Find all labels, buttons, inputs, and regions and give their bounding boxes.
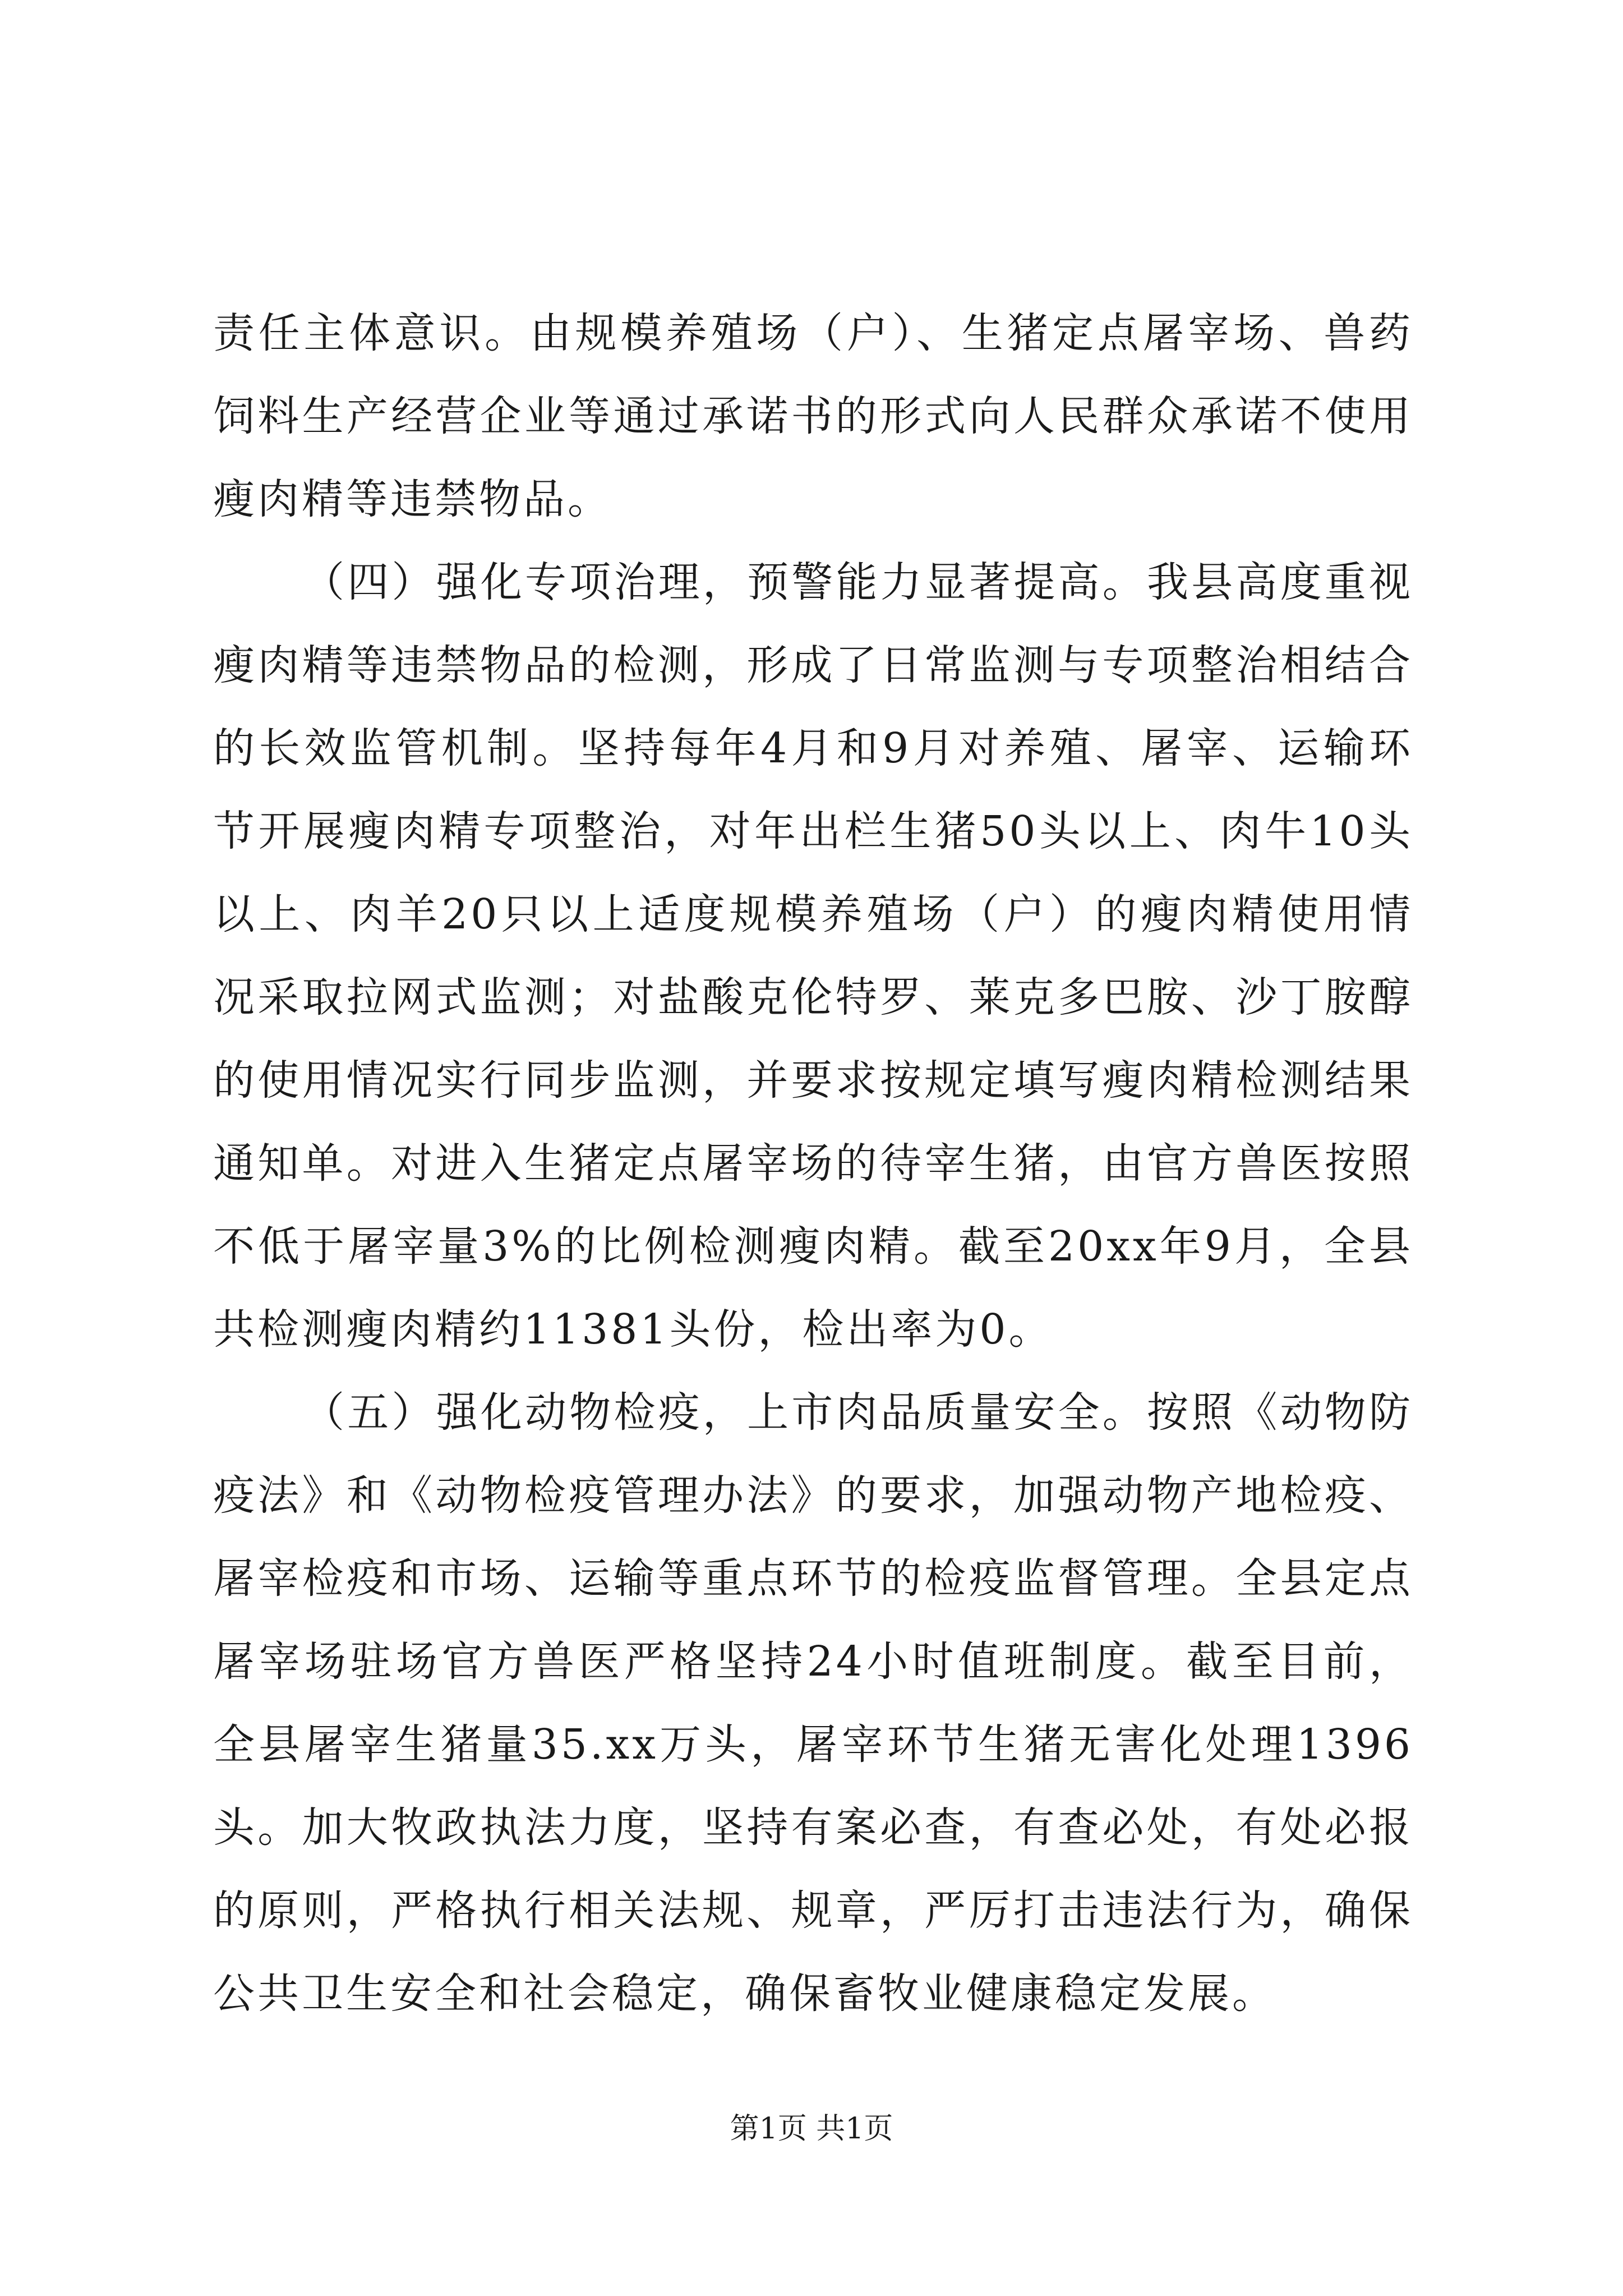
page-footer: 第1页 共1页 [730, 2112, 893, 2146]
paragraph-1: 责任主体意识。由规模养殖场（户）、生猪定点屠宰场、兽药饲料生产经营企业等通过承诺书的形式向人民群众承诺不使用瘦肉精等违禁物品。 [213, 309, 1413, 523]
document-body [213, 292, 1413, 2035]
paragraph-3: （五）强化动物检疫，上市肉品质量安全。按照《动物防疫法》和《动物检疫管理办法》的要求，加强动物产地检疫、屠宰检疫和市场、运输等重点环节的检疫监督管理。全县定点屠宰场驻场官方兽医严格坚持24小时值班制度。截至目前，全县屠宰生猪量35.xx万头，屠宰环节生猪无害化处理1396头。加大牧政执法力度，坚持有案必查，有查必处，有处必报的原则，严格执行相关法规、规章，严厉打击违法行为，确保公共卫生安全和社会稳定，确保畜牧业健康稳定发展。 [213, 1388, 1413, 2018]
paragraph-2: （四）强化专项治理，预警能力显著提高。我县高度重视瘦肉精等违禁物品的检测，形成了日常监测与专项整治相结合的长效监管机制。坚持每年4月和9月对养殖、屠宰、运输环节开展瘦肉精专项整治，对年出栏生猪50头以上、肉牛10头以上、肉羊20只以上适度规模养殖场（户）的瘦肉精使用情况采取拉网式监测；对盐酸克伦特罗、莱克多巴胺、沙丁胺醇的使用情况实行同步监测，并要求按规定填写瘦肉精检测结果通知单。对进入生猪定点屠宰场的待宰生猪，由官方兽医按照不低于屠宰量3%的比例检测瘦肉精。截至20xx年9月，全县共检测瘦肉精约11381头份，检出率为0。 [213, 558, 1413, 1354]
